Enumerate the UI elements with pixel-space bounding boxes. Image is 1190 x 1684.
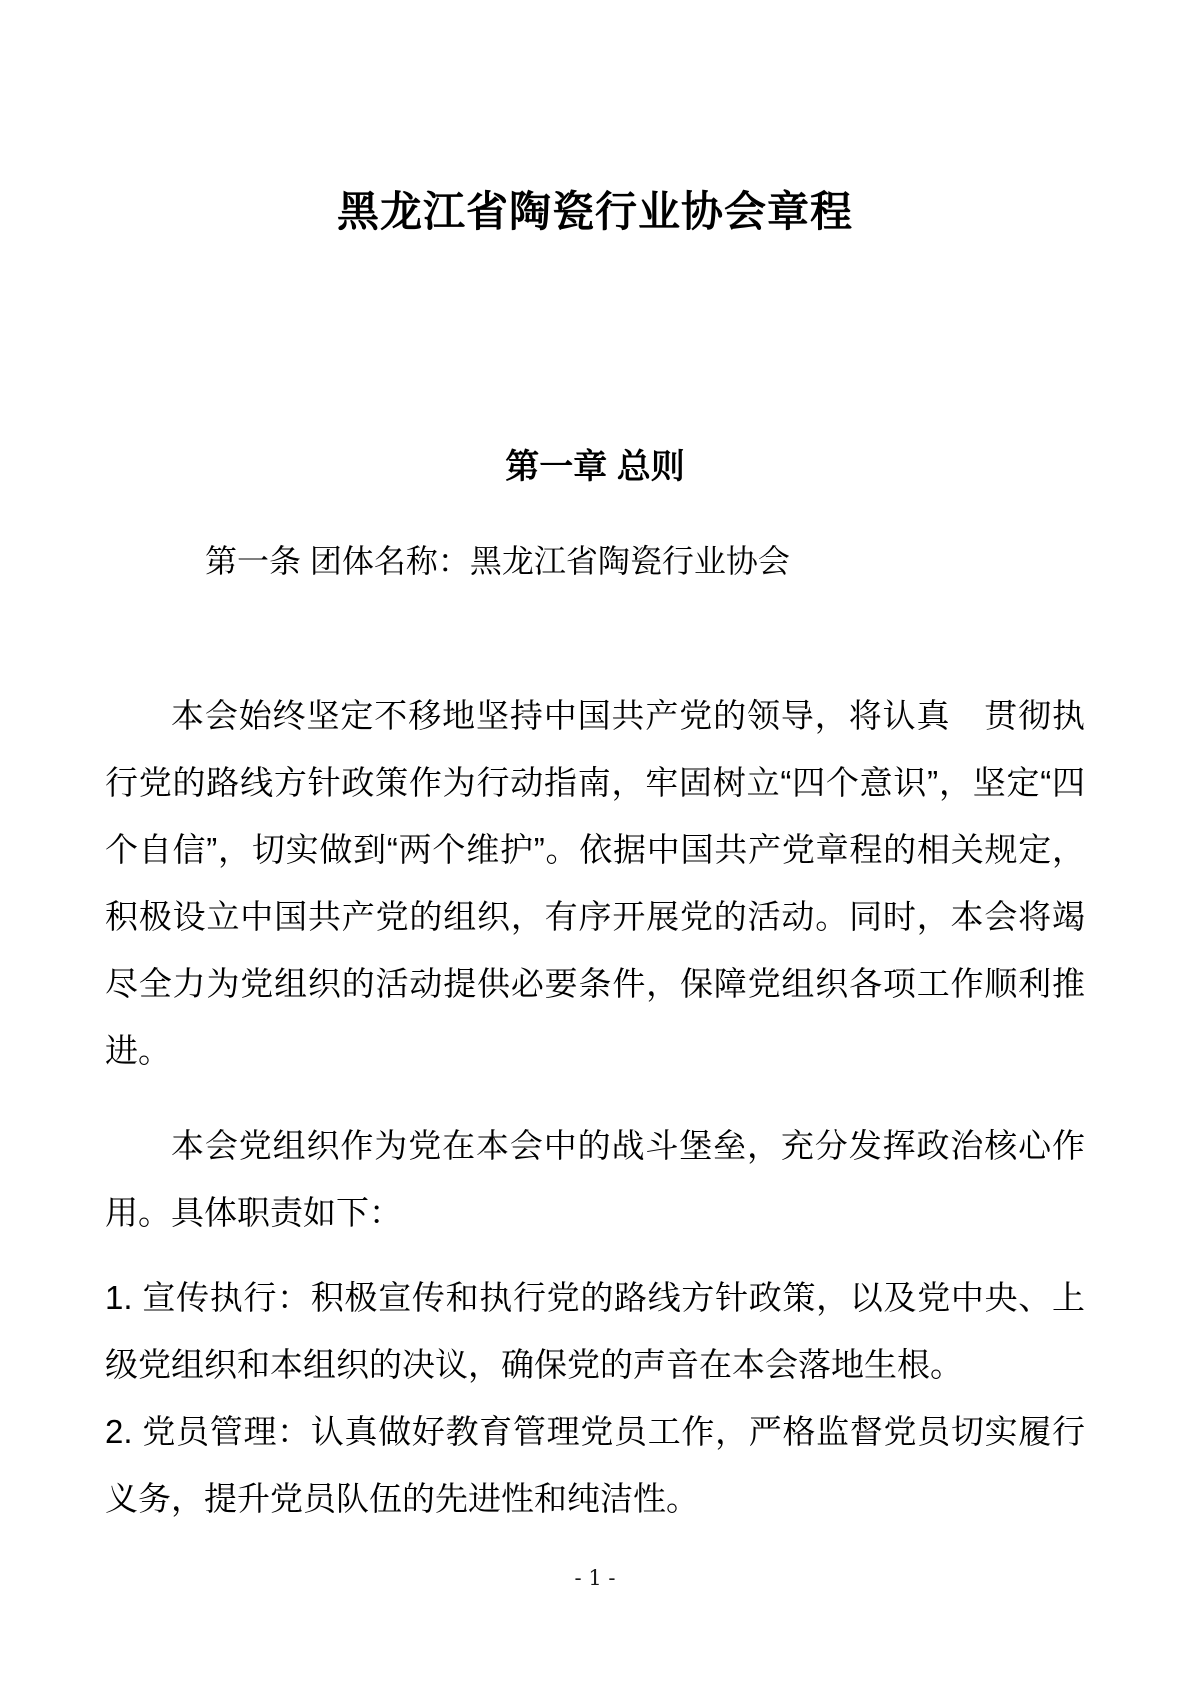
article-line: 第一条 团体名称：黑龙江省陶瓷行业协会 — [205, 542, 790, 579]
chapter-heading: 第一章 总则 — [505, 447, 685, 486]
numbered-item: 1. 宣传执行：积极宣传和执行党的路线方针政策，以及党中央、上级党组织和本组织的决议，确保党的声音在本会落地生根。 — [105, 1279, 1085, 1384]
numbered-list — [105, 1264, 1085, 1532]
body-paragraph: 本会始终坚定不移地坚持中国共产党的领导，将认真 贯彻执行党的路线方针政策作为行动指南，牢固树立“四个意识”，坚定“四个自信”，切实做到“两个维护”。依据中国共产党章程的相关规定，积极设立中国共产党的组织，有序开展党的活动。同时，本会将竭尽全力为党组织的活动提供必要条件，保障党组织各项工作顺利推进。 — [105, 697, 1085, 1070]
numbered-item: 2. 党员管理：认真做好教育管理党员工作，严格监督党员切实履行义务，提升党员队伍的先进性和纯洁性。 — [105, 1413, 1085, 1518]
page-number: - 1 - — [574, 1566, 616, 1590]
document-content — [105, 0, 1085, 1532]
body-paragraph: 本会党组织作为党在本会中的战斗堡垒，充分发挥政治核心作用。具体职责如下： — [105, 1127, 1085, 1232]
document-title: 黑龙江省陶瓷行业协会章程 — [336, 188, 853, 235]
